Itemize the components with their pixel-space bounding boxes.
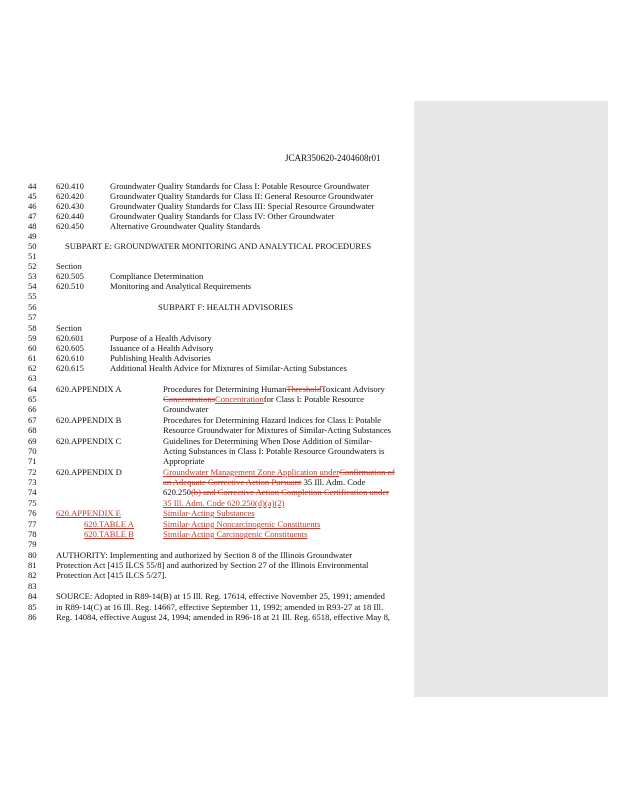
- appendix-title: [163, 384, 385, 394]
- line-number: 78: [28, 529, 37, 539]
- section-title: Groundwater Quality Standards for Class III: Special Resource Groundwater: [110, 201, 375, 211]
- comment-pane: [414, 101, 608, 697]
- subpart-heading: SUBPART F: HEALTH ADVISORIES: [158, 302, 294, 312]
- deleted-text: Concentrations: [163, 394, 216, 404]
- line-number: 51: [28, 251, 37, 261]
- line-number: 76: [28, 508, 37, 518]
- line-number: 52: [28, 261, 37, 271]
- section-title: Groundwater Quality Standards for Class I: Potable Resource Groundwater: [110, 181, 370, 191]
- line-number: 44: [28, 181, 37, 191]
- line-number: 47: [28, 211, 37, 221]
- section-title: Monitoring and Analytical Requirements: [110, 281, 252, 291]
- line-number: 65: [28, 394, 37, 404]
- line-50: [28, 241, 428, 251]
- source-text: in R89-14(C) at 16 Ill. Reg. 14667, effective September 11, 1992; amended in R93-27 at 18 Ill.: [56, 602, 384, 612]
- line-number: 68: [28, 425, 37, 435]
- line-60: [28, 343, 428, 353]
- line-number: 75: [28, 498, 37, 508]
- line-number: 50: [28, 241, 37, 251]
- deleted-text: Threshold: [286, 384, 322, 394]
- line-number: 80: [28, 550, 37, 560]
- deleted-text: an Adequate Corrective Action Pursuant: [163, 477, 302, 487]
- appendix-number: 620.APPENDIX E: [56, 508, 121, 518]
- title-text: Procedures for Determining Human: [163, 384, 287, 394]
- source-text: SOURCE: Adopted in R89-14(B) at 15 Ill. Reg. 17614, effective November 25, 1991; amended: [56, 591, 385, 601]
- line-number: 45: [28, 191, 37, 201]
- line-number: 49: [28, 231, 37, 241]
- line-71: [28, 456, 428, 466]
- authority-text: Protection Act [415 ILCS 5/27].: [56, 570, 167, 580]
- line-number: 85: [28, 602, 37, 612]
- line-number: 46: [28, 201, 37, 211]
- title-text: 35 Ill. Adm. Code: [303, 477, 366, 487]
- table-number: 620.TABLE B: [84, 529, 134, 539]
- section-number: 620.605: [56, 343, 84, 353]
- line-44: [28, 181, 428, 191]
- section-title: Additional Health Advice for Mixtures of Similar-Acting Substances: [110, 363, 347, 373]
- section-number: 620.505: [56, 271, 84, 281]
- line-number: 86: [28, 612, 37, 622]
- appendix-title: Guidelines for Determining When Dose Addition of Similar-: [163, 436, 372, 446]
- line-84: [28, 591, 428, 601]
- appendix-number: 620.APPENDIX B: [56, 415, 122, 425]
- subpart-heading: SUBPART E: GROUNDWATER MONITORING AND ANALYTICAL PROCEDURES: [65, 241, 372, 251]
- appendix-title: Similar-Acting Substances: [163, 508, 255, 518]
- line-75: [28, 498, 428, 508]
- line-number: 57: [28, 312, 37, 322]
- line-66: [28, 404, 428, 414]
- line-80: [28, 550, 428, 560]
- line-number: 66: [28, 404, 37, 414]
- line-62: [28, 363, 428, 373]
- line-64: [28, 384, 428, 394]
- section-title: Groundwater Quality Standards for Class II: General Resource Groundwater: [110, 191, 374, 201]
- line-number: 79: [28, 539, 37, 549]
- section-number: 620.615: [56, 363, 84, 373]
- line-number: 53: [28, 271, 37, 281]
- line-number: 81: [28, 560, 37, 570]
- line-69: [28, 436, 428, 446]
- line-48: [28, 221, 428, 231]
- line-number: 55: [28, 291, 37, 301]
- line-53: [28, 271, 428, 281]
- line-number: 69: [28, 436, 37, 446]
- line-63: [28, 373, 428, 383]
- line-number: 72: [28, 467, 37, 477]
- appendix-title: [163, 487, 389, 497]
- section-number: 620.410: [56, 181, 84, 191]
- section-title: Purpose of a Health Advisory: [110, 333, 212, 343]
- section-title: Groundwater Quality Standards for Class IV: Other Groundwater: [110, 211, 335, 221]
- line-76: [28, 508, 428, 518]
- title-text: 620.250: [163, 487, 191, 497]
- line-number: 61: [28, 353, 37, 363]
- section-number: 620.610: [56, 353, 84, 363]
- line-58: [28, 323, 428, 333]
- line-49: [28, 231, 428, 241]
- line-73: [28, 477, 428, 487]
- line-number: 84: [28, 591, 37, 601]
- line-number: 82: [28, 570, 37, 580]
- appendix-title: [163, 394, 364, 404]
- section-number: 620.440: [56, 211, 84, 221]
- section-label: Section: [56, 323, 82, 333]
- line-78: [28, 529, 428, 539]
- line-55: [28, 291, 428, 301]
- line-number: 71: [28, 456, 37, 466]
- line-65: [28, 394, 428, 404]
- line-number: 74: [28, 487, 37, 497]
- line-74: [28, 487, 428, 497]
- source-text: Reg. 14084, effective August 24, 1994; amended in R96-18 at 21 Ill. Reg. 6518, effective May 8,: [56, 612, 391, 622]
- line-51: [28, 251, 428, 261]
- line-72: [28, 467, 428, 477]
- appendix-number: 620.APPENDIX C: [56, 436, 122, 446]
- line-82: [28, 570, 428, 580]
- section-number: 620.450: [56, 221, 84, 231]
- section-number: 620.510: [56, 281, 84, 291]
- appendix-title: Procedures for Determining Hazard Indices for Class I: Potable: [163, 415, 382, 425]
- line-52: [28, 261, 428, 271]
- section-label: Section: [56, 261, 82, 271]
- line-77: [28, 519, 428, 529]
- line-number: 73: [28, 477, 37, 487]
- document-id: JCAR350620-2404608r01: [285, 153, 381, 163]
- appendix-number: 620.APPENDIX A: [56, 384, 122, 394]
- inserted-text: Groundwater Management Zone Application under: [163, 467, 340, 477]
- table-number: 620.TABLE A: [84, 519, 134, 529]
- line-68: [28, 425, 428, 435]
- deleted-text: (b) and Corrective Action Completion Certification under: [190, 487, 390, 497]
- line-47: [28, 211, 428, 221]
- line-number: 60: [28, 343, 37, 353]
- line-79: [28, 539, 428, 549]
- table-title: Similar-Acting Carcinogenic Constituents: [163, 529, 308, 539]
- appendix-title: [163, 467, 395, 477]
- line-number: 77: [28, 519, 37, 529]
- line-61: [28, 353, 428, 363]
- line-number: 67: [28, 415, 37, 425]
- line-number: 58: [28, 323, 37, 333]
- line-54: [28, 281, 428, 291]
- line-70: [28, 446, 428, 456]
- line-number: 63: [28, 373, 37, 383]
- line-number: 48: [28, 221, 37, 231]
- line-81: [28, 560, 428, 570]
- line-46: [28, 201, 428, 211]
- line-number: 56: [28, 302, 37, 312]
- section-title: Alternative Groundwater Quality Standards: [110, 221, 261, 231]
- line-number: 59: [28, 333, 37, 343]
- appendix-title: Appropriate: [163, 456, 205, 466]
- deleted-text: Confirmation of: [339, 467, 395, 477]
- line-number: 54: [28, 281, 37, 291]
- appendix-number: 620.APPENDIX D: [56, 467, 122, 477]
- section-number: 620.420: [56, 191, 84, 201]
- appendix-title: [163, 498, 284, 508]
- appendix-title: Acting Substances in Class I: Potable Resource Groundwaters is: [163, 446, 385, 456]
- line-45: [28, 191, 428, 201]
- inserted-text: 35 Ill. Adm. Code 620.250(d)(a)(2): [163, 498, 285, 508]
- line-number: 62: [28, 363, 37, 373]
- line-67: [28, 415, 428, 425]
- section-title: Publishing Health Advisories: [110, 353, 211, 363]
- section-number: 620.430: [56, 201, 84, 211]
- inserted-text: Concentration: [215, 394, 264, 404]
- section-title: Compliance Determination: [110, 271, 204, 281]
- line-57: [28, 312, 428, 322]
- authority-text: Protection Act [415 ILCS 55/8] and authorized by Section 27 of the Illinois Environmental: [56, 560, 369, 570]
- appendix-title: Resource Groundwater for Mixtures of Similar-Acting Substances: [163, 425, 391, 435]
- line-85: [28, 602, 428, 612]
- appendix-title: Groundwater: [163, 404, 209, 414]
- section-title: Issuance of a Health Advisory: [110, 343, 214, 353]
- section-number: 620.601: [56, 333, 84, 343]
- line-number: 83: [28, 581, 37, 591]
- line-59: [28, 333, 428, 343]
- appendix-title: [163, 477, 365, 487]
- line-number: 70: [28, 446, 37, 456]
- line-number: 64: [28, 384, 37, 394]
- table-title: Similar-Acting Noncarcinogenic Constituents: [163, 519, 321, 529]
- line-56: [28, 302, 428, 312]
- line-86: [28, 612, 428, 622]
- title-text: for Class I: Potable Resource: [263, 394, 364, 404]
- title-text: Toxicant Advisory: [321, 384, 385, 394]
- line-83: [28, 581, 428, 591]
- authority-text: AUTHORITY: Implementing and authorized by Section 8 of the Illinois Groundwater: [56, 550, 353, 560]
